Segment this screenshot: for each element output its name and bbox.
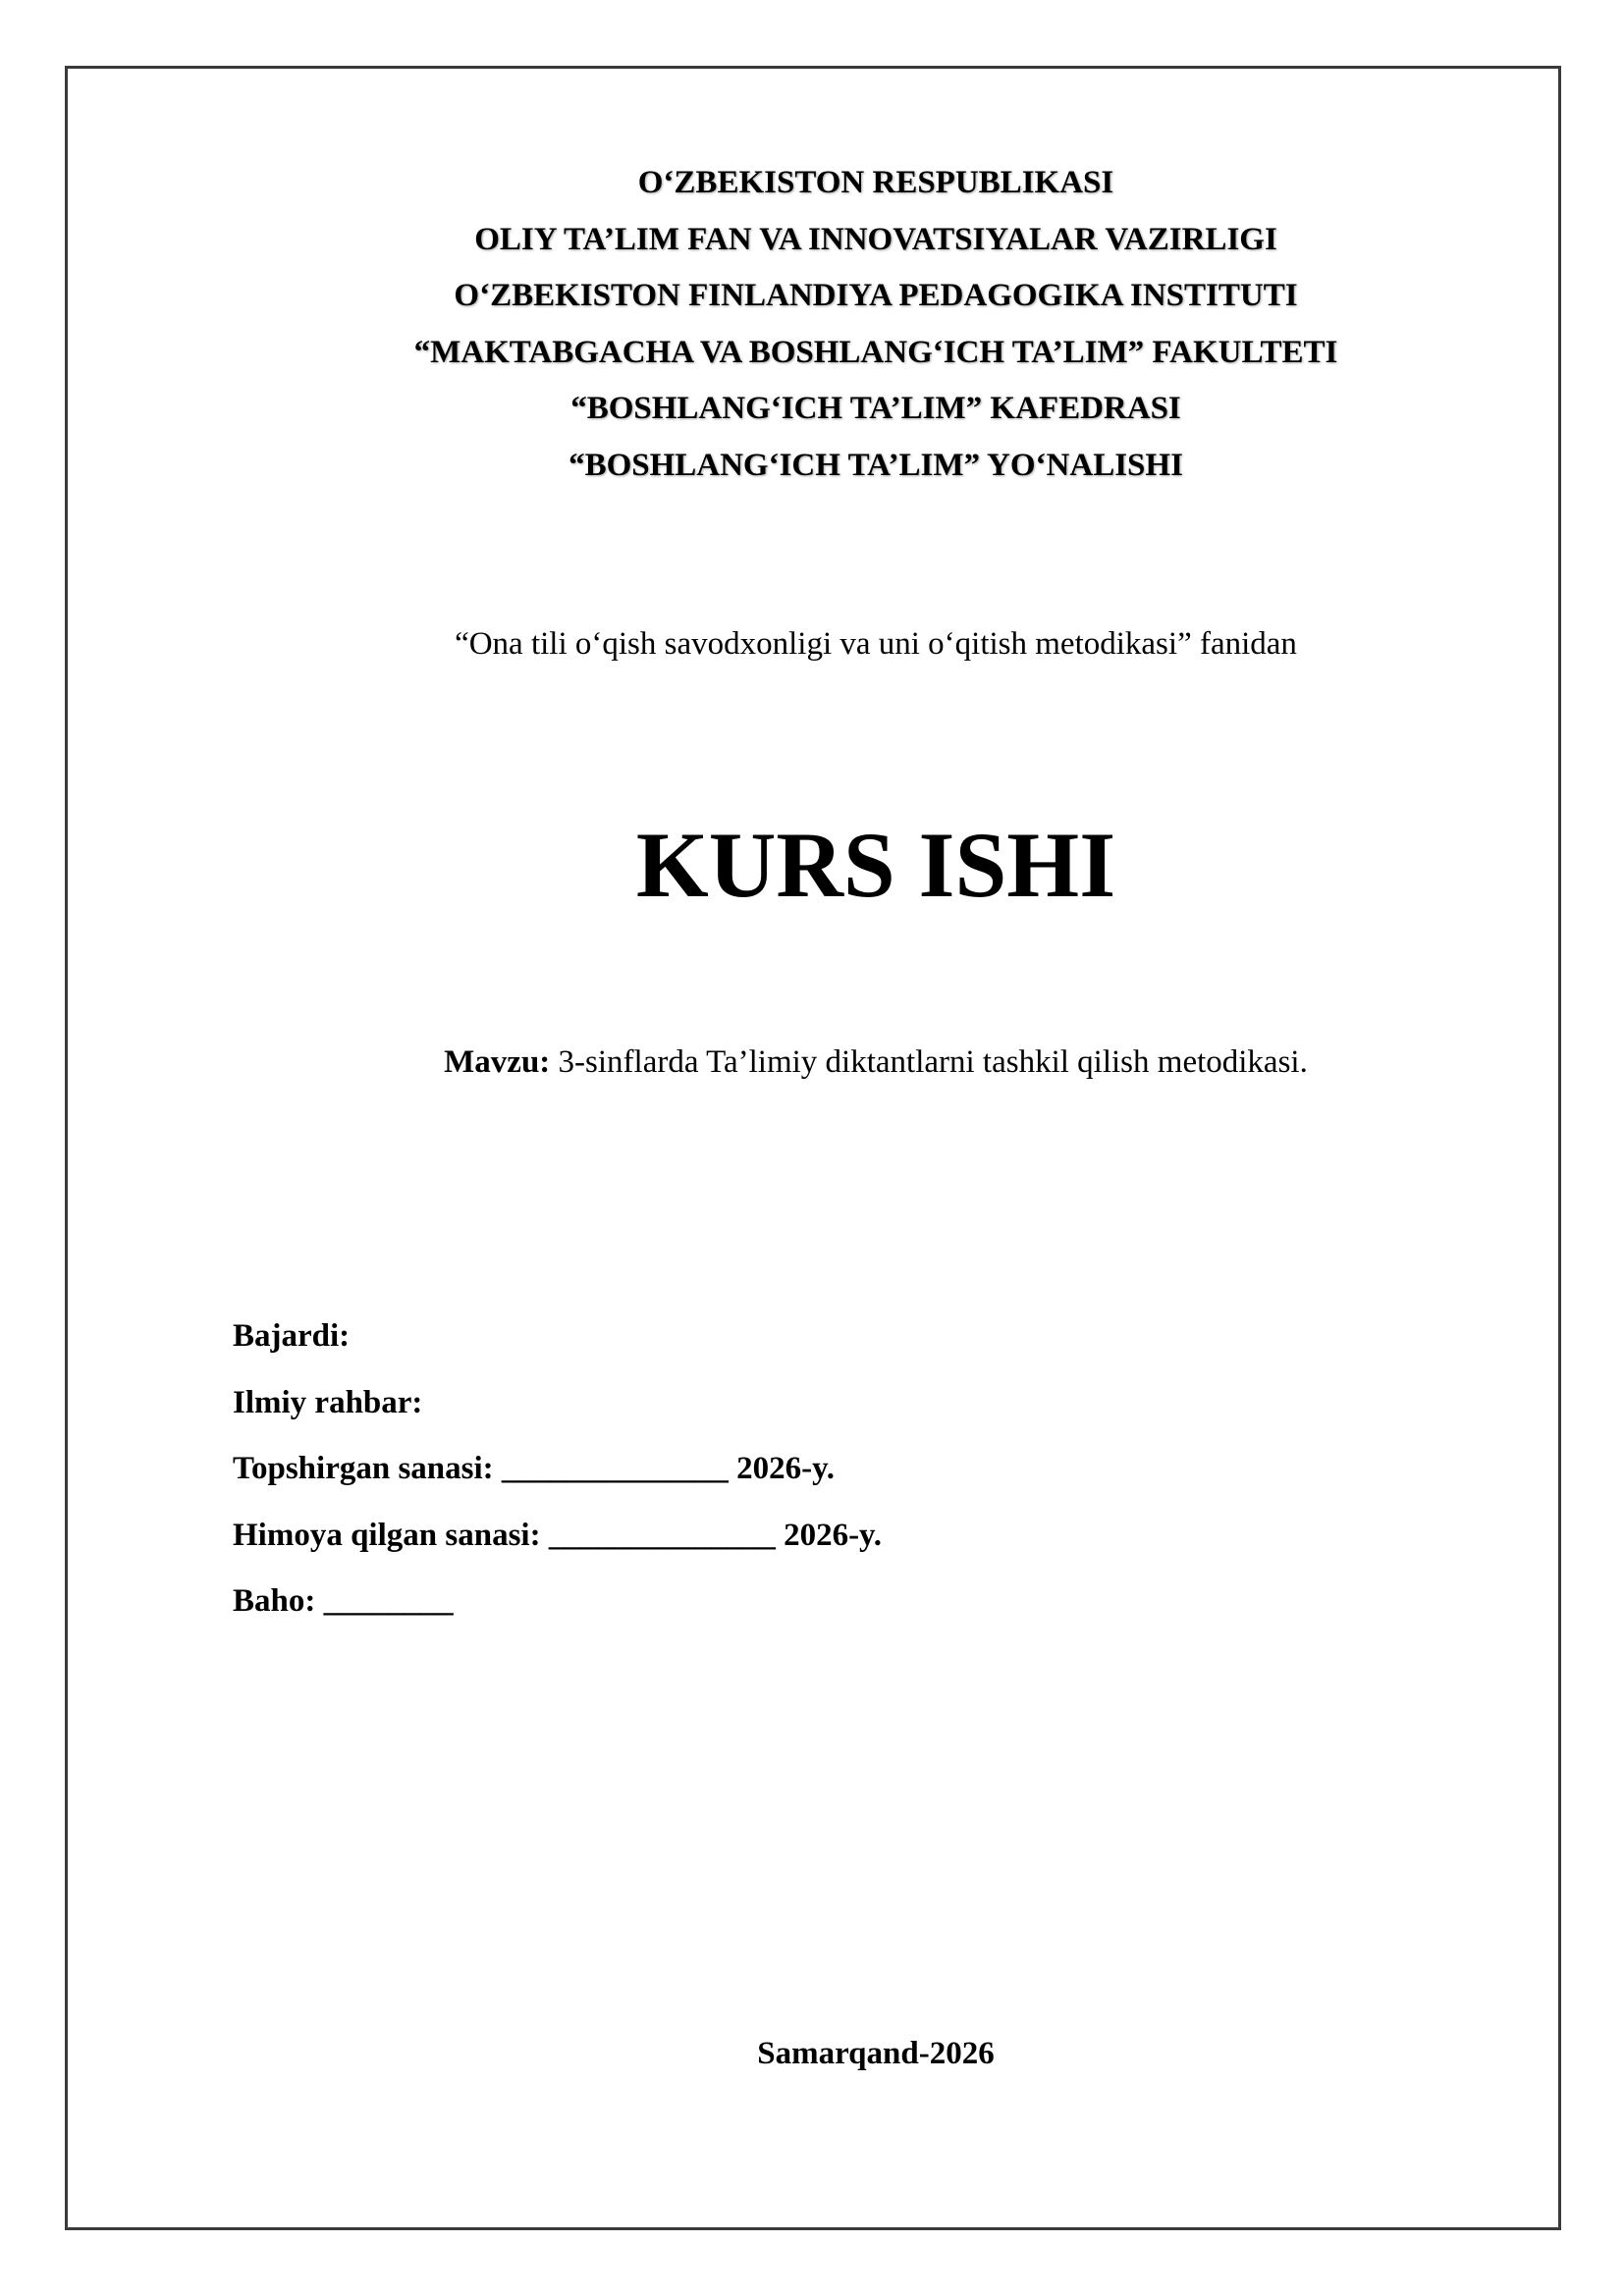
place-and-year: Samarqand-2026 <box>757 2036 995 2071</box>
info-line-grade: Baho: ________ <box>233 1583 454 1619</box>
header-line-direction: “BOSHLANG‘ICH TA’LIM” YO‘NALISHI <box>568 447 1183 483</box>
document-title: KURS ISHI <box>635 813 1116 917</box>
topic-label: Mavzu: <box>444 1044 551 1080</box>
info-line-performer: Bajardi: <box>233 1318 351 1354</box>
info-line-supervisor: Ilmiy rahbar: <box>233 1384 423 1420</box>
institution-header <box>0 155 1624 494</box>
header-line-ministry: OLIY TA’LIM FAN VA INNOVATSIYALAR VAZIRLIGI <box>474 221 1277 257</box>
header-line-institute: O‘ZBEKISTON FINLANDIYA PEDAGOGIKA INSTITUTI <box>454 278 1298 313</box>
subject-line: “Ona tili o‘qish savodxonligi va uni o‘qitish metodikasi” fanidan <box>455 626 1297 662</box>
header-line-department: “BOSHLANG‘ICH TA’LIM” KAFEDRASI <box>570 391 1181 426</box>
header-line-country: O‘ZBEKISTON RESPUBLIKASI <box>637 165 1114 200</box>
info-line-defense-date: Himoya qilgan sanasi: ______________ 2026-y. <box>233 1517 882 1553</box>
topic-text: 3-sinflarda Ta’limiy diktantlarni tashkil qilish metodikasi. <box>550 1044 1308 1080</box>
submission-info <box>233 1304 882 1635</box>
header-line-faculty: “MAKTABGACHA VA BOSHLANG‘ICH TA’LIM” FAKULTETI <box>413 334 1338 370</box>
info-line-submission-date: Topshirgan sanasi: ______________ 2026-y. <box>233 1451 836 1486</box>
topic-line <box>0 1042 1624 1082</box>
